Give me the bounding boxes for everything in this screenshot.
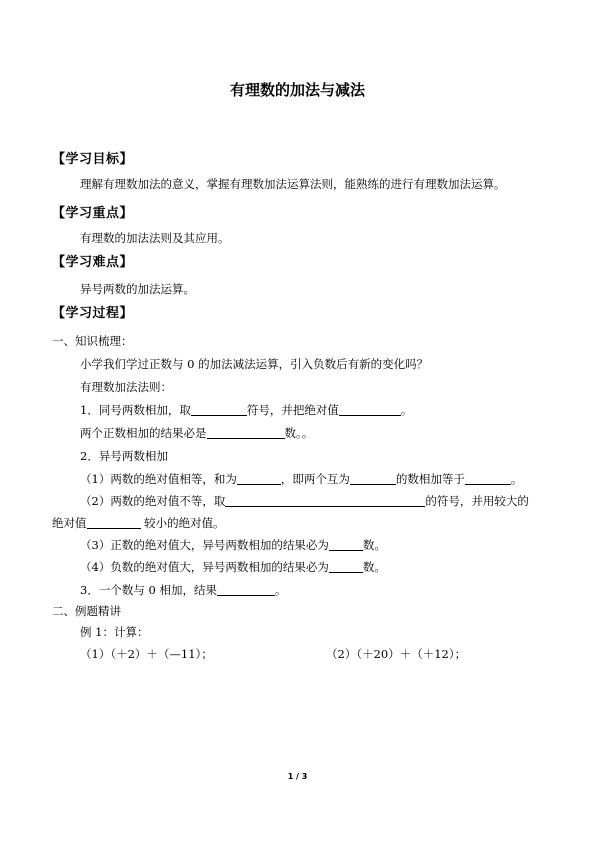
- heading-goal: 【学习目标】: [52, 152, 134, 167]
- blank-field[interactable]: [225, 494, 425, 507]
- rule-2-1-text-b: ，即两个互为: [280, 472, 350, 486]
- heading-key: 【学习重点】: [52, 206, 134, 221]
- rule-2-1-text-a: （1）两数的绝对值相等，和为: [80, 472, 237, 486]
- rule-2-title: 2．异号两数相加: [80, 449, 168, 463]
- rule-2-2-line: [80, 494, 529, 508]
- rule-2-2-text-a: （2）两数的绝对值不等，取: [80, 494, 226, 508]
- rule-2-1-line: [80, 472, 522, 486]
- rule-1-text-a: 1．同号两数相加，取: [80, 403, 191, 417]
- difficulty-text: 异号两数的加法运算。: [80, 282, 195, 296]
- rule-1-line: [80, 403, 412, 417]
- page-number: 1 / 3: [287, 772, 308, 781]
- rule-1-line2-text-b: 数。。: [284, 426, 314, 440]
- rule-3-text-b: 。: [274, 583, 287, 597]
- rule-3-line: [80, 583, 286, 597]
- blank-field[interactable]: [329, 538, 363, 551]
- heading-difficulty: 【学习难点】: [52, 255, 134, 270]
- rule-2-3-text-b: 数。: [362, 538, 386, 552]
- rule-3-text-a: 3．一个数与 0 相加，结果: [80, 583, 217, 597]
- blank-field[interactable]: [465, 472, 511, 485]
- rule-2-3-text-a: （3）正数的绝对值大，异号两数相加的结果必为: [80, 538, 329, 552]
- blank-field[interactable]: [329, 560, 363, 573]
- blank-field[interactable]: [191, 403, 247, 416]
- rule-2-2-line2-text-a: 绝对值: [52, 516, 87, 530]
- example-1-item-1: （1）（＋2）＋（—11）；: [80, 647, 213, 661]
- goal-text: 理解有理数加法的意义，掌握有理数加法运算法则，能熟练的进行有理数加法运算。: [80, 177, 506, 191]
- section1-question: 小学我们学过正数与 0 的加法减法运算，引入负数后有新的变化吗？: [80, 357, 429, 371]
- rule-2-2-line-2: [52, 516, 225, 530]
- blank-field[interactable]: [217, 583, 275, 596]
- rule-title: 有理数加法法则：: [80, 380, 172, 394]
- heading-process: 【学习过程】: [52, 306, 134, 321]
- blank-field[interactable]: [87, 516, 141, 529]
- key-text: 有理数的加法法则及其应用。: [80, 231, 230, 245]
- page-title: 有理数的加法与减法: [229, 81, 365, 99]
- rule-1-text-b: 符号，并把绝对值: [246, 403, 339, 417]
- blank-field[interactable]: [339, 403, 401, 416]
- blank-field[interactable]: [207, 426, 285, 439]
- blank-field[interactable]: [350, 472, 396, 485]
- rule-2-3-line: [80, 538, 386, 552]
- rule-1-line-2: [80, 426, 313, 440]
- rule-1-line2-text-a: 两个正数相加的结果必是: [80, 426, 207, 440]
- example-1-item-2: （2）（＋20）＋（＋12）；: [326, 647, 467, 661]
- example-label: 例 1：计算：: [80, 625, 149, 639]
- rule-2-2-line2-text-b: 较小的绝对值。: [140, 516, 225, 530]
- rule-2-1-text-d: 。: [510, 472, 523, 486]
- section2-title: 二、例题精讲: [52, 604, 121, 618]
- rule-2-1-text-c: 的数相加等于: [395, 472, 465, 486]
- rule-2-4-text-b: 数。: [362, 560, 386, 574]
- section1-title: 一、知识梳理：: [52, 334, 133, 348]
- rule-2-4-line: [80, 560, 386, 574]
- rule-2-4-text-a: （4）负数的绝对值大，异号两数相加的结果必为: [80, 560, 329, 574]
- rule-2-2-text-b: 的符号，并用较大的: [425, 494, 529, 508]
- blank-field[interactable]: [237, 472, 281, 485]
- rule-1-text-c: 。: [400, 403, 413, 417]
